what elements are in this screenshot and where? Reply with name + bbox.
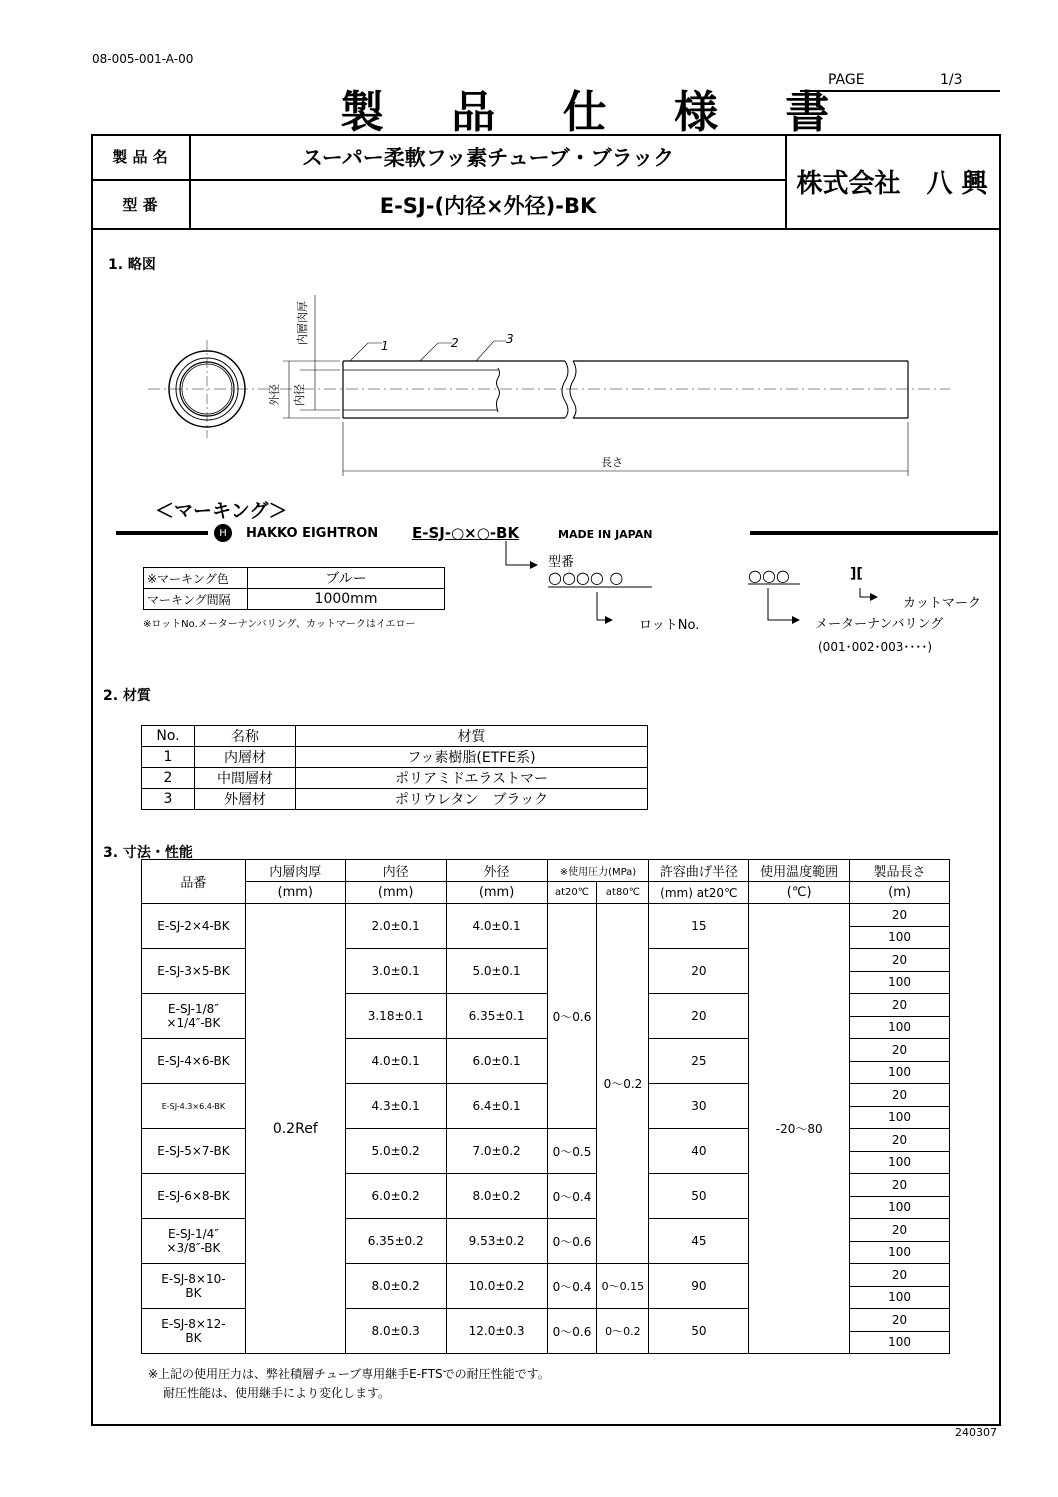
model-label: 型 番 bbox=[91, 181, 191, 228]
spec-pressure-20: 0～0.6 bbox=[547, 904, 597, 1129]
spec-bend-radius: 90 bbox=[649, 1264, 749, 1309]
table-row bbox=[142, 904, 950, 927]
spec-wall-thickness: 0.2Ref bbox=[245, 904, 345, 1354]
spec-part-line: ×1/4″-BK bbox=[166, 1016, 221, 1030]
inner-wall-label: 内層肉厚 bbox=[296, 301, 309, 345]
cut-caption: カットマーク bbox=[903, 596, 981, 611]
spec-part-number: E-SJ-3×5-BK bbox=[142, 949, 246, 994]
company-name: 株式会社 八 興 bbox=[796, 168, 988, 199]
spec-bend-radius: 45 bbox=[649, 1219, 749, 1264]
spec-outer-diameter: 8.0±0.2 bbox=[446, 1174, 547, 1219]
spec-inner-diameter: 3.18±0.1 bbox=[345, 994, 446, 1039]
spec-part-line: E-SJ-1/4″ bbox=[168, 1227, 219, 1241]
spec-product-length: 100 bbox=[850, 926, 950, 949]
spec-pressure-80: 0～0.2 bbox=[597, 1309, 649, 1354]
spec-header-p80: at80℃ bbox=[597, 882, 649, 904]
spec-table bbox=[141, 859, 950, 1354]
table-row bbox=[142, 726, 648, 747]
lot-arrow-head bbox=[605, 616, 613, 624]
spec-header-wall-unit: (mm) bbox=[245, 882, 345, 904]
material-table bbox=[141, 725, 648, 810]
spec-inner-diameter: 8.0±0.3 bbox=[345, 1309, 446, 1354]
spec-header-od: 外径 bbox=[446, 860, 547, 882]
lot-caption: ロットNo. bbox=[639, 618, 700, 633]
marking-color-label: ※マーキング色 bbox=[144, 568, 248, 589]
spec-product-length: 20 bbox=[850, 994, 950, 1017]
spec-part-number: E-SJ-5×7-BK bbox=[142, 1129, 246, 1174]
spec-part-line: E-SJ-8×10- bbox=[161, 1272, 226, 1286]
spec-outer-diameter: 6.4±0.1 bbox=[446, 1084, 547, 1129]
spec-bend-radius: 40 bbox=[649, 1129, 749, 1174]
meter-example: (001･002･003････) bbox=[818, 640, 933, 654]
marking-color-value: ブルー bbox=[248, 568, 445, 589]
spec-product-length: 20 bbox=[850, 1084, 950, 1107]
page-title: 製 品 仕 様 書 bbox=[340, 87, 856, 138]
spec-product-length: 100 bbox=[850, 971, 950, 994]
spec-product-length: 100 bbox=[850, 1151, 950, 1174]
spec-header-length-unit: (m) bbox=[850, 882, 950, 904]
lot-arrow bbox=[597, 592, 605, 620]
id-label: 内径 bbox=[293, 384, 306, 406]
spec-header-pressure: ※使用圧力(MPa) bbox=[547, 860, 649, 882]
marking-brand: HAKKO EIGHTRON bbox=[246, 526, 379, 541]
spec-header-wall: 内層肉厚 bbox=[245, 860, 345, 882]
spec-product-length: 20 bbox=[850, 1264, 950, 1287]
spec-header-length: 製品長さ bbox=[850, 860, 950, 882]
meter-arrow-head bbox=[792, 616, 800, 624]
model-caption: 型番 bbox=[548, 555, 575, 570]
table-row bbox=[142, 860, 950, 882]
spec-part-number bbox=[142, 1264, 246, 1309]
spec-part-line: BK bbox=[185, 1331, 202, 1345]
material-header-name: 名称 bbox=[195, 726, 296, 747]
pressure-note-2: 耐圧性能は、使用継手により変化します。 bbox=[163, 1386, 391, 1400]
section2-title: 2. 材質 bbox=[103, 688, 151, 704]
spec-part-line: BK bbox=[185, 1286, 202, 1300]
spec-bend-radius: 15 bbox=[649, 904, 749, 949]
material-header-material: 材質 bbox=[296, 726, 648, 747]
callout-2: 2 bbox=[451, 336, 459, 350]
spec-pressure-20: 0～0.4 bbox=[547, 1174, 597, 1219]
spec-header-part: 品番 bbox=[142, 860, 246, 904]
spec-outer-diameter: 6.0±0.1 bbox=[446, 1039, 547, 1084]
spec-product-length: 20 bbox=[850, 949, 950, 972]
material-cell: 中間層材 bbox=[195, 768, 296, 789]
spec-outer-diameter: 5.0±0.1 bbox=[446, 949, 547, 994]
spec-bend-radius: 30 bbox=[649, 1084, 749, 1129]
spec-product-length: 100 bbox=[850, 1331, 950, 1354]
od-label: 外径 bbox=[268, 384, 281, 406]
meter-arrow bbox=[768, 588, 792, 620]
material-cell: ポリウレタン ブラック bbox=[296, 789, 648, 810]
section3-title: 3. 寸法・性能 bbox=[103, 845, 193, 861]
spec-header-bend: 許容曲げ半径 bbox=[649, 860, 749, 882]
spec-pressure-20: 0～0.6 bbox=[547, 1309, 597, 1354]
table-row bbox=[144, 589, 445, 610]
marking-table bbox=[143, 567, 445, 610]
spec-header-bend-unit: (mm) at20℃ bbox=[649, 882, 749, 904]
pressure-note: ※上記の使用圧力は、弊社積層チューブ専用継手E-FTSでの耐圧性能です。 bbox=[148, 1367, 550, 1381]
spec-inner-diameter: 6.35±0.2 bbox=[345, 1219, 446, 1264]
spec-part-number: E-SJ-4.3×6.4-BK bbox=[142, 1084, 246, 1129]
spec-pressure-20: 0～0.5 bbox=[547, 1129, 597, 1174]
spec-product-length: 100 bbox=[850, 1196, 950, 1219]
spec-header-p20: at20℃ bbox=[547, 882, 597, 904]
spec-temperature-range: -20～80 bbox=[749, 904, 850, 1354]
cut-arrow-head bbox=[870, 593, 878, 601]
spec-outer-diameter: 6.35±0.1 bbox=[446, 994, 547, 1039]
table-row bbox=[144, 568, 445, 589]
spec-part-number: E-SJ-4×6-BK bbox=[142, 1039, 246, 1084]
spec-outer-diameter: 9.53±0.2 bbox=[446, 1219, 547, 1264]
material-cell: 3 bbox=[142, 789, 195, 810]
hakko-logo-icon: H bbox=[214, 524, 232, 542]
document-number: 08-005-001-A-00 bbox=[92, 52, 194, 66]
model-arrow-head bbox=[530, 561, 538, 569]
cut-arrow bbox=[860, 588, 870, 597]
marking-note: ※ロットNo.メーターナンバリング、カットマークはイエロー bbox=[143, 619, 416, 630]
page-label: PAGE bbox=[828, 72, 865, 88]
marking-model: E-SJ-○×○-BK bbox=[412, 524, 520, 542]
callout-1: 1 bbox=[381, 339, 389, 353]
spec-header-temp-unit: (℃) bbox=[749, 882, 850, 904]
spec-inner-diameter: 5.0±0.2 bbox=[345, 1129, 446, 1174]
spec-part-number: E-SJ-2×4-BK bbox=[142, 904, 246, 949]
spec-header-temp: 使用温度範囲 bbox=[749, 860, 850, 882]
marking-interval-label: マーキング間隔 bbox=[144, 589, 248, 610]
spec-part-line: E-SJ-1/8″ bbox=[168, 1002, 219, 1016]
marking-made-in: MADE IN JAPAN bbox=[558, 528, 653, 541]
marking-interval-value: 1000mm bbox=[248, 589, 445, 610]
spec-part-line: ×3/8″-BK bbox=[166, 1241, 221, 1255]
product-name-label: 製 品 名 bbox=[91, 134, 191, 181]
meter-code: ○○○ bbox=[748, 566, 790, 585]
spec-part-number bbox=[142, 994, 246, 1039]
spec-part-line: E-SJ-8×12- bbox=[161, 1317, 226, 1331]
meter-caption: メーターナンバリング bbox=[815, 617, 944, 632]
spec-bend-radius: 20 bbox=[649, 949, 749, 994]
material-cell: 2 bbox=[142, 768, 195, 789]
footer-code: 240307 bbox=[955, 1426, 997, 1439]
material-header-no: No. bbox=[142, 726, 195, 747]
spec-inner-diameter: 2.0±0.1 bbox=[345, 904, 446, 949]
section1-title: 1. 略図 bbox=[108, 257, 156, 273]
spec-inner-diameter: 6.0±0.2 bbox=[345, 1174, 446, 1219]
spec-bend-radius: 20 bbox=[649, 994, 749, 1039]
spec-outer-diameter: 7.0±0.2 bbox=[446, 1129, 547, 1174]
table-row bbox=[142, 882, 950, 904]
spec-product-length: 20 bbox=[850, 1039, 950, 1062]
spec-pressure-80: 0～0.2 bbox=[597, 904, 649, 1264]
material-cell: 内層材 bbox=[195, 747, 296, 768]
spec-inner-diameter: 4.0±0.1 bbox=[345, 1039, 446, 1084]
spec-inner-diameter: 8.0±0.2 bbox=[345, 1264, 446, 1309]
spec-part-number bbox=[142, 1309, 246, 1354]
spec-pressure-80: 0～0.15 bbox=[597, 1264, 649, 1309]
spec-inner-diameter: 4.3±0.1 bbox=[345, 1084, 446, 1129]
spec-outer-diameter: 4.0±0.1 bbox=[446, 904, 547, 949]
callout-3: 3 bbox=[506, 332, 514, 346]
spec-product-length: 20 bbox=[850, 904, 950, 927]
table-row bbox=[142, 789, 648, 810]
material-cell: ポリアミドエラストマー bbox=[296, 768, 648, 789]
spec-pressure-20: 0～0.6 bbox=[547, 1219, 597, 1264]
spec-pressure-20: 0～0.4 bbox=[547, 1264, 597, 1309]
spec-bend-radius: 50 bbox=[649, 1174, 749, 1219]
spec-product-length: 20 bbox=[850, 1174, 950, 1197]
material-cell: 外層材 bbox=[195, 789, 296, 810]
spec-bend-radius: 50 bbox=[649, 1309, 749, 1354]
model-arrow bbox=[506, 541, 530, 565]
spec-product-length: 20 bbox=[850, 1309, 950, 1332]
spec-part-number bbox=[142, 1219, 246, 1264]
spec-bend-radius: 25 bbox=[649, 1039, 749, 1084]
model-number: E-SJ-(内径×外径)-BK bbox=[191, 181, 787, 228]
spec-product-length: 100 bbox=[850, 1016, 950, 1039]
marking-title: ＜マーキング＞ bbox=[155, 500, 288, 522]
spec-header-id: 内径 bbox=[345, 860, 446, 882]
cut-code: ][ bbox=[850, 566, 863, 582]
material-cell: 1 bbox=[142, 747, 195, 768]
length-label: 長さ bbox=[601, 456, 623, 469]
spec-outer-diameter: 10.0±0.2 bbox=[446, 1264, 547, 1309]
lot-code: ○○○○ ○ bbox=[548, 568, 624, 587]
table-row bbox=[142, 747, 648, 768]
spec-outer-diameter: 12.0±0.3 bbox=[446, 1309, 547, 1354]
material-cell: フッ素樹脂(ETFE系) bbox=[296, 747, 648, 768]
spec-product-length: 100 bbox=[850, 1286, 950, 1309]
spec-header-od-unit: (mm) bbox=[446, 882, 547, 904]
spec-product-length: 100 bbox=[850, 1241, 950, 1264]
spec-product-length: 100 bbox=[850, 1061, 950, 1084]
spec-inner-diameter: 3.0±0.1 bbox=[345, 949, 446, 994]
spec-product-length: 20 bbox=[850, 1219, 950, 1242]
spec-product-length: 100 bbox=[850, 1106, 950, 1129]
table-row bbox=[142, 768, 648, 789]
spec-product-length: 20 bbox=[850, 1129, 950, 1152]
spec-header-id-unit: (mm) bbox=[345, 882, 446, 904]
page-value: 1/3 bbox=[940, 72, 963, 88]
spec-part-number: E-SJ-6×8-BK bbox=[142, 1174, 246, 1219]
product-name: スーパー柔軟フッ素チューブ・ブラック bbox=[191, 134, 787, 181]
